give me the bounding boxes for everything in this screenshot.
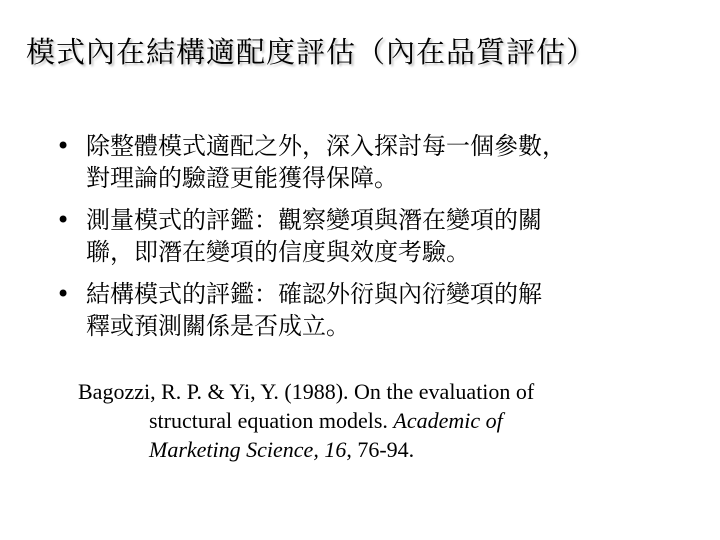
bullet-3-line-2: 釋或預測關係是否成立。 — [86, 312, 350, 340]
reference-line-1: Bagozzi, R. P. & Yi, Y. (1988). On the evaluation of — [78, 379, 535, 404]
bullet-item-1 — [56, 130, 656, 194]
bullet-3-line-1: 結構模式的評鑑：確認外衍與內衍變項的解 — [86, 280, 542, 308]
reference-line-3 — [78, 435, 678, 464]
bullet-1-line-2: 對理論的驗證更能獲得保障。 — [86, 164, 398, 192]
bullet-item-2 — [56, 204, 656, 268]
reference-citation — [78, 377, 678, 464]
bullet-marker: • — [56, 280, 71, 308]
reference-article-title: structural equation models. — [149, 408, 394, 433]
slide-title: 模式內在結構適配度評估（內在品質評估） — [26, 35, 597, 69]
bullet-item-3 — [56, 278, 656, 342]
bullet-list — [56, 130, 656, 352]
bullet-marker: • — [56, 206, 71, 234]
bullet-2-line-2: 聯，即潛在變項的信度與效度考驗。 — [86, 238, 470, 266]
reference-line-2 — [78, 406, 678, 435]
bullet-marker: • — [56, 132, 71, 160]
reference-journal-name-a: Academic of — [393, 408, 503, 433]
bullet-1-line-1: 除整體模式適配之外，深入探討每一個參數， — [86, 132, 566, 160]
reference-journal-name-b: Marketing Science, 16 — [149, 437, 347, 462]
reference-pages: , 76-94. — [346, 437, 415, 462]
bullet-2-line-1: 測量模式的評鑑：觀察變項與潛在變項的關 — [86, 206, 542, 234]
